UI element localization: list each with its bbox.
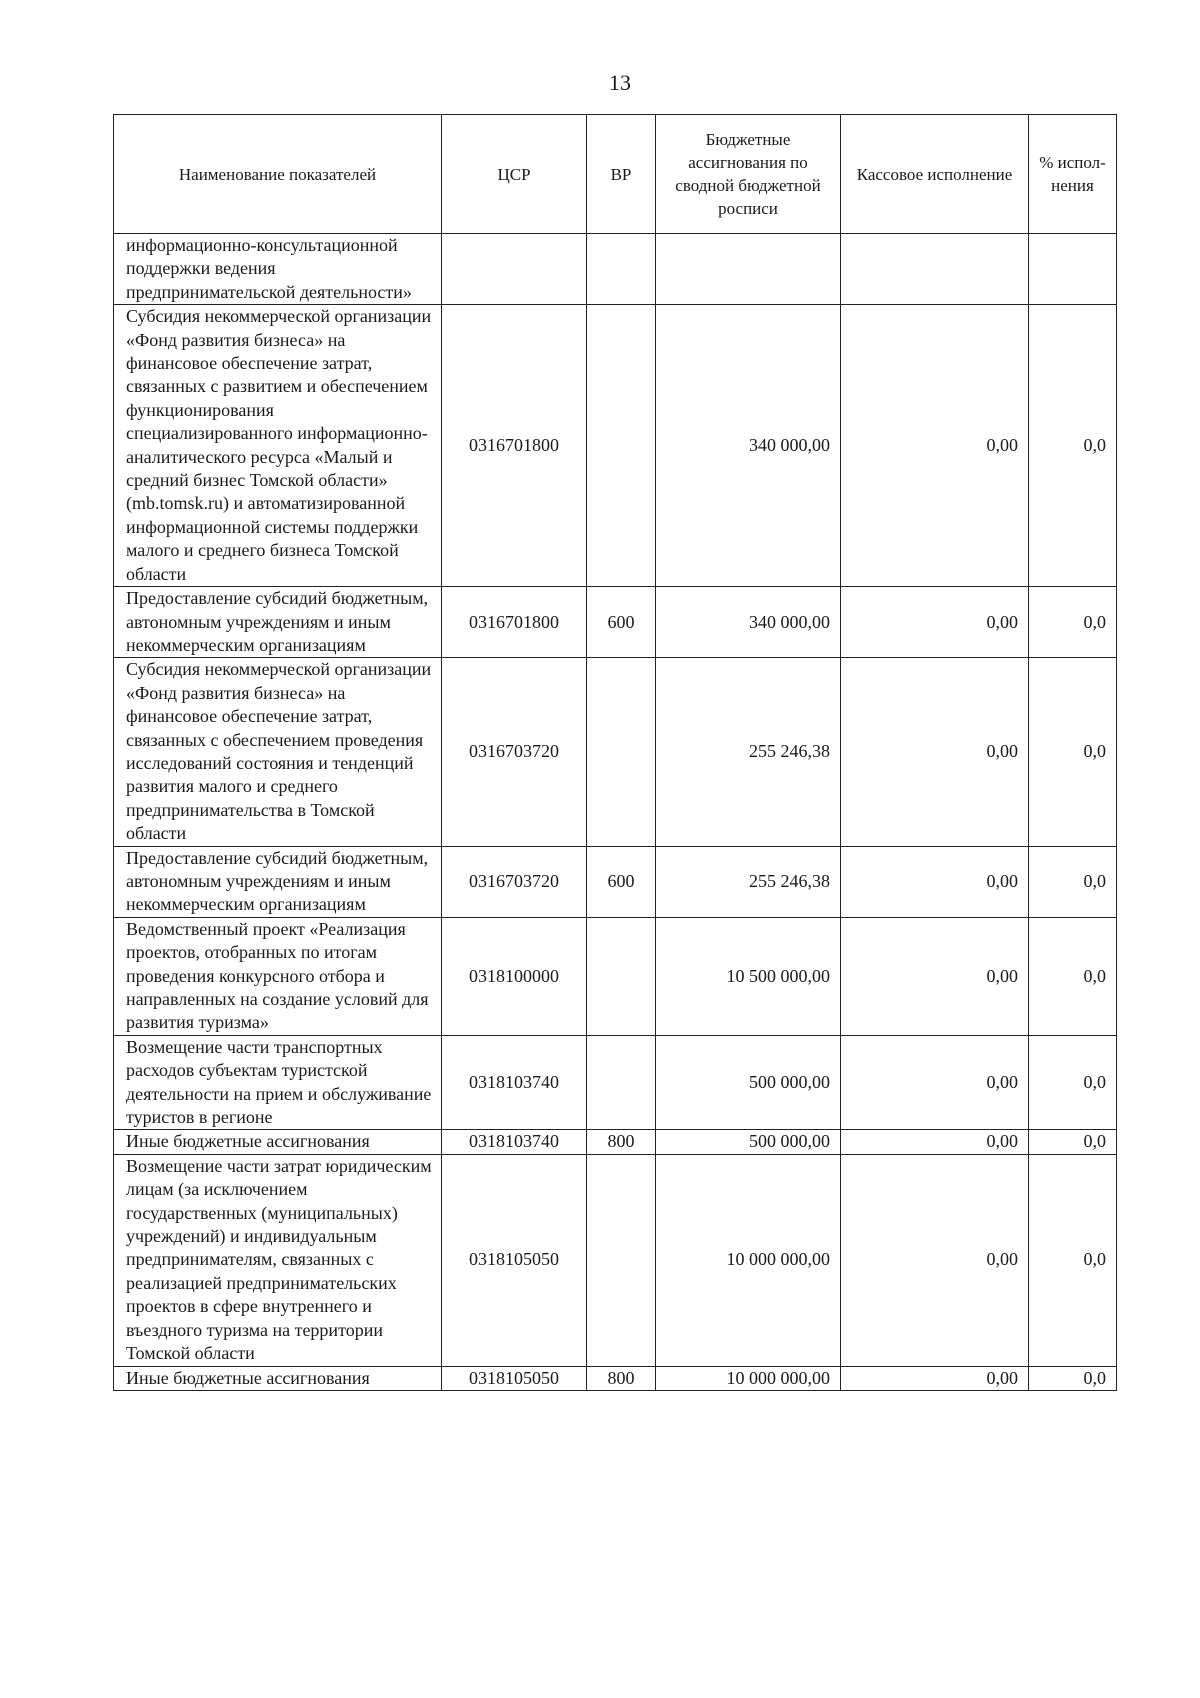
row-csr: 0316703720 [442, 846, 587, 917]
row-cash: 0,00 [841, 917, 1029, 1035]
table-row [114, 658, 1117, 846]
row-cash: 0,00 [841, 1154, 1029, 1366]
header-csr: ЦСР [442, 115, 587, 234]
row-csr: 0318105050 [442, 1366, 587, 1390]
row-allocations: 340 000,00 [656, 305, 841, 587]
row-cash: 0,00 [841, 1130, 1029, 1154]
row-allocations: 10 500 000,00 [656, 917, 841, 1035]
row-cash: 0,00 [841, 658, 1029, 846]
page-number: 13 [609, 70, 631, 95]
header-allocations: Бюджетные ассигнования по сводной бюджетной росписи [656, 115, 841, 234]
row-percent: 0,0 [1029, 1154, 1117, 1366]
header-percent-execution: % испол-нения [1029, 115, 1117, 234]
table-header-row [114, 115, 1117, 234]
row-csr: 0318103740 [442, 1130, 587, 1154]
row-allocations: 340 000,00 [656, 587, 841, 658]
row-percent [1029, 234, 1117, 305]
table-row [114, 1154, 1117, 1366]
row-vr: 600 [587, 587, 656, 658]
row-vr: 800 [587, 1366, 656, 1390]
row-name: Ведомственный проект «Реализация проектов, отобранных по итогам проведения конкурсного отбора и направленных на создание условий для развития туризма» [114, 917, 442, 1035]
row-allocations [656, 234, 841, 305]
row-csr: 0318100000 [442, 917, 587, 1035]
row-csr [442, 234, 587, 305]
row-cash: 0,00 [841, 587, 1029, 658]
row-vr [587, 1035, 656, 1130]
row-name: Иные бюджетные ассигнования [114, 1366, 442, 1390]
row-csr: 0316703720 [442, 658, 587, 846]
table-row [114, 1035, 1117, 1130]
row-percent: 0,0 [1029, 658, 1117, 846]
row-vr [587, 305, 656, 587]
row-name: Предоставление субсидий бюджетным, автономным учреждениям и иным некоммерческим организациям [114, 846, 442, 917]
row-name: Предоставление субсидий бюджетным, автономным учреждениям и иным некоммерческим организациям [114, 587, 442, 658]
row-percent: 0,0 [1029, 1130, 1117, 1154]
row-name: Субсидия некоммерческой организации «Фонд развития бизнеса» на финансовое обеспечение затрат, связанных с обеспечением проведения исследований состояния и тенденций развития малого и среднего предпринимательства в Томской области [114, 658, 442, 846]
row-cash: 0,00 [841, 846, 1029, 917]
row-cash [841, 234, 1029, 305]
row-vr: 800 [587, 1130, 656, 1154]
table-row [114, 234, 1117, 305]
budget-execution-table [113, 114, 1117, 1391]
header-name: Наименование показателей [114, 115, 442, 234]
row-vr [587, 234, 656, 305]
table-row [114, 917, 1117, 1035]
row-name: Иные бюджетные ассигнования [114, 1130, 442, 1154]
row-percent: 0,0 [1029, 1366, 1117, 1390]
row-allocations: 255 246,38 [656, 846, 841, 917]
row-percent: 0,0 [1029, 587, 1117, 658]
row-csr: 0318103740 [442, 1035, 587, 1130]
row-allocations: 255 246,38 [656, 658, 841, 846]
table-row [114, 846, 1117, 917]
row-allocations: 10 000 000,00 [656, 1366, 841, 1390]
row-allocations: 10 000 000,00 [656, 1154, 841, 1366]
header-cash-execution: Кассовое исполнение [841, 115, 1029, 234]
table-row [114, 1366, 1117, 1390]
row-allocations: 500 000,00 [656, 1035, 841, 1130]
row-vr: 600 [587, 846, 656, 917]
table-row [114, 587, 1117, 658]
table-row [114, 1130, 1117, 1154]
row-name: Возмещение части транспортных расходов субъектам туристской деятельности на прием и обслуживание туристов в регионе [114, 1035, 442, 1130]
row-percent: 0,0 [1029, 1035, 1117, 1130]
row-percent: 0,0 [1029, 917, 1117, 1035]
row-cash: 0,00 [841, 305, 1029, 587]
row-csr: 0316701800 [442, 587, 587, 658]
row-cash: 0,00 [841, 1035, 1029, 1130]
row-vr [587, 917, 656, 1035]
row-vr [587, 658, 656, 846]
row-percent: 0,0 [1029, 305, 1117, 587]
row-cash: 0,00 [841, 1366, 1029, 1390]
table-row [114, 305, 1117, 587]
row-percent: 0,0 [1029, 846, 1117, 917]
row-name: Субсидия некоммерческой организации «Фонд развития бизнеса» на финансовое обеспечение затрат, связанных с развитием и обеспечением функционирования специализированного информационно-аналитического ресурса «Малый и средний бизнес Томской области» (mb.tomsk.ru) и автоматизированной информационной системы поддержки малого и среднего бизнеса Томской области [114, 305, 442, 587]
row-name: информационно-консультационной поддержки ведения предпринимательской деятельности» [114, 234, 442, 305]
row-csr: 0318105050 [442, 1154, 587, 1366]
header-vr: ВР [587, 115, 656, 234]
row-csr: 0316701800 [442, 305, 587, 587]
row-vr [587, 1154, 656, 1366]
row-allocations: 500 000,00 [656, 1130, 841, 1154]
row-name: Возмещение части затрат юридическим лицам (за исключением государственных (муниципальных) учреждений) и индивидуальным предпринимателям, связанных с реализацией предпринимательских проектов в сфере внутреннего и въездного туризма на территории Томской области [114, 1154, 442, 1366]
